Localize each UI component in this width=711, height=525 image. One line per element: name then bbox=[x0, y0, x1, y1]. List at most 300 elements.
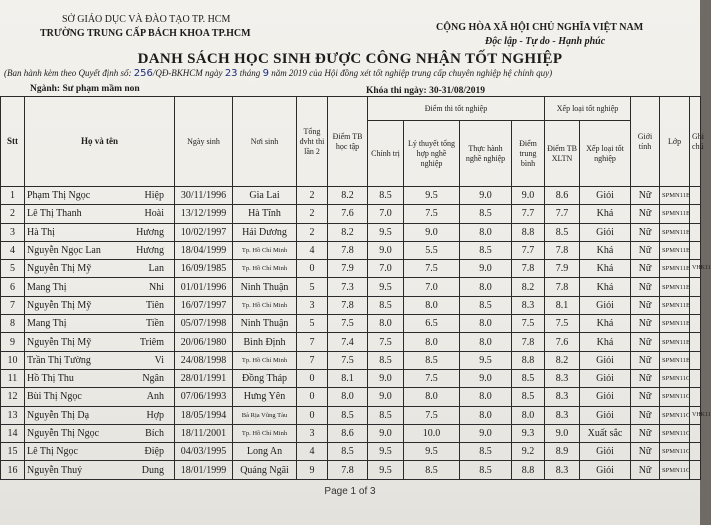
last-name: Hợp bbox=[146, 409, 164, 421]
cell-gender: Nữ bbox=[631, 205, 660, 223]
last-name: Dung bbox=[141, 464, 164, 476]
first-name: Nguyễn Thị Ngọc bbox=[27, 428, 100, 439]
first-name: Lê Thị Thanh bbox=[27, 208, 82, 220]
cell-rank: Giỏi bbox=[580, 187, 631, 205]
cell-avg: 7.8 bbox=[328, 241, 368, 259]
department-name: SỞ GIÁO DỤC VÀ ĐÀO TẠO TP. HCM bbox=[62, 14, 231, 25]
cell-exam-avg: 8.5 bbox=[512, 388, 545, 406]
table-row bbox=[1, 388, 701, 406]
cell-rank: Xuất sắc bbox=[580, 424, 631, 442]
cell-gender: Nữ bbox=[631, 351, 660, 369]
first-name: Mang Thị bbox=[27, 281, 67, 293]
cell-dob: 10/02/1997 bbox=[175, 223, 233, 241]
cell-stt: 14 bbox=[1, 424, 25, 442]
cell-gender: Nữ bbox=[631, 241, 660, 259]
cell-dob: 13/12/1999 bbox=[175, 205, 233, 223]
cell-dvht: 3 bbox=[297, 296, 328, 314]
cell-rank: Khá bbox=[580, 278, 631, 296]
cell-avg: 7.8 bbox=[328, 296, 368, 314]
first-name: Trần Thị Tường bbox=[27, 354, 91, 366]
first-name: Mang Thị bbox=[27, 318, 67, 330]
cell-exam-avg: 9.3 bbox=[512, 424, 545, 442]
last-name: Lan bbox=[148, 263, 164, 275]
cell-name bbox=[25, 333, 175, 351]
cell-pob: Ninh Thuận bbox=[233, 278, 297, 296]
cell-practice: 8.5 bbox=[460, 443, 512, 461]
cell-rank: Khá bbox=[580, 205, 631, 223]
first-name: Hà Thị bbox=[27, 226, 55, 238]
cell-xltn: 7.8 bbox=[545, 278, 580, 296]
cell-note bbox=[690, 369, 701, 387]
major-label: Ngành: Sư phạm mầm non bbox=[30, 84, 140, 94]
cell-class: SPMN11C bbox=[660, 443, 690, 461]
last-name: Hoài bbox=[144, 208, 164, 220]
cell-name bbox=[25, 369, 175, 387]
cell-xltn: 9.0 bbox=[545, 424, 580, 442]
cell-theory: 8.5 bbox=[404, 461, 460, 479]
cell-dob: 24/08/1998 bbox=[175, 351, 233, 369]
cell-gender: Nữ bbox=[631, 333, 660, 351]
cell-rank: Giỏi bbox=[580, 223, 631, 241]
cell-avg: 8.5 bbox=[328, 406, 368, 424]
cell-stt: 9 bbox=[1, 333, 25, 351]
cell-avg: 7.5 bbox=[328, 351, 368, 369]
cell-exam-avg: 7.7 bbox=[512, 241, 545, 259]
cell-dob: 04/03/1995 bbox=[175, 443, 233, 461]
cell-practice: 8.0 bbox=[460, 388, 512, 406]
first-name: Phạm Thị Ngọc bbox=[27, 190, 91, 202]
cell-stt: 6 bbox=[1, 278, 25, 296]
cell-note bbox=[690, 223, 701, 241]
subtitle-part3: tháng bbox=[239, 68, 261, 78]
cell-name bbox=[25, 205, 175, 223]
cell-dvht: 2 bbox=[297, 223, 328, 241]
cell-xltn: 8.9 bbox=[545, 443, 580, 461]
cell-name bbox=[25, 260, 175, 278]
cell-exam-avg: 8.8 bbox=[512, 223, 545, 241]
table-row bbox=[1, 241, 701, 259]
cell-dob: 18/11/2001 bbox=[175, 424, 233, 442]
col-stt: Stt bbox=[1, 97, 25, 187]
cell-note bbox=[690, 424, 701, 442]
cell-dvht: 0 bbox=[297, 260, 328, 278]
cell-class: SPMN11C bbox=[660, 388, 690, 406]
cell-class: SPMN11B bbox=[660, 260, 690, 278]
cell-note bbox=[690, 241, 701, 259]
cell-rank: Giỏi bbox=[580, 443, 631, 461]
cell-note bbox=[690, 296, 701, 314]
cell-xltn: 8.3 bbox=[545, 406, 580, 424]
cell-practice: 8.0 bbox=[460, 223, 512, 241]
cell-stt: 12 bbox=[1, 388, 25, 406]
cell-dob: 05/07/1998 bbox=[175, 315, 233, 333]
cell-pob: Hải Dương bbox=[233, 223, 297, 241]
cell-note bbox=[690, 351, 701, 369]
cell-note: VHK11 bbox=[690, 406, 701, 424]
cell-theory: 7.5 bbox=[404, 260, 460, 278]
last-name: Tiền bbox=[146, 318, 164, 330]
cell-pob: Bình Định bbox=[233, 333, 297, 351]
cell-theory: 9.5 bbox=[404, 443, 460, 461]
cell-stt: 1 bbox=[1, 187, 25, 205]
cell-avg: 8.6 bbox=[328, 424, 368, 442]
cell-pob: Đồng Tháp bbox=[233, 369, 297, 387]
cell-xltn: 8.1 bbox=[545, 296, 580, 314]
cell-rank: Giỏi bbox=[580, 388, 631, 406]
cell-exam-avg: 7.7 bbox=[512, 205, 545, 223]
cell-gender: Nữ bbox=[631, 369, 660, 387]
first-name: Lê Thị Ngọc bbox=[27, 446, 78, 458]
cell-pob: Tp. Hồ Chí Minh bbox=[233, 260, 297, 278]
cell-class: SPMN11B bbox=[660, 333, 690, 351]
cell-politics: 8.5 bbox=[368, 351, 404, 369]
first-name: Nguyễn Ngọc Lan bbox=[27, 245, 101, 257]
cell-politics: 8.5 bbox=[368, 406, 404, 424]
cell-rank: Giỏi bbox=[580, 461, 631, 479]
cell-gender: Nữ bbox=[631, 388, 660, 406]
table-row bbox=[1, 223, 701, 241]
cell-avg: 7.3 bbox=[328, 278, 368, 296]
cell-dob: 01/01/1996 bbox=[175, 278, 233, 296]
table-row bbox=[1, 205, 701, 223]
decision-number: 256 bbox=[133, 68, 153, 79]
cell-practice: 8.0 bbox=[460, 406, 512, 424]
cell-rank: Giỏi bbox=[580, 406, 631, 424]
cell-theory: 6.5 bbox=[404, 315, 460, 333]
cell-note bbox=[690, 205, 701, 223]
cell-class: SPMN11C bbox=[660, 461, 690, 479]
last-name: Hiệp bbox=[144, 190, 164, 202]
cell-stt: 4 bbox=[1, 241, 25, 259]
subtitle-part1: (Ban hành kèm theo Quyết định số: bbox=[4, 68, 132, 78]
cell-exam-avg: 8.5 bbox=[512, 369, 545, 387]
cell-exam-avg: 7.8 bbox=[512, 333, 545, 351]
cell-avg: 8.5 bbox=[328, 443, 368, 461]
last-name: Anh bbox=[146, 391, 164, 403]
page-number: Page 1 of 3 bbox=[324, 486, 376, 497]
cell-dob: 16/07/1997 bbox=[175, 296, 233, 314]
cell-dob: 30/11/1996 bbox=[175, 187, 233, 205]
cell-name bbox=[25, 424, 175, 442]
country-motto: Độc lập - Tự do - Hạnh phúc bbox=[485, 36, 606, 47]
cell-gender: Nữ bbox=[631, 424, 660, 442]
last-name: Hương bbox=[136, 245, 164, 257]
cell-stt: 7 bbox=[1, 296, 25, 314]
last-name: Tiên bbox=[146, 299, 164, 311]
cell-theory: 10.0 bbox=[404, 424, 460, 442]
cell-xltn: 8.3 bbox=[545, 369, 580, 387]
cell-politics: 9.0 bbox=[368, 241, 404, 259]
col-practice: Thực hành nghề nghiệp bbox=[460, 121, 512, 187]
cell-stt: 15 bbox=[1, 443, 25, 461]
cell-avg: 7.5 bbox=[328, 315, 368, 333]
cell-pob: Tp. Hồ Chí Minh bbox=[233, 241, 297, 259]
document-title: DANH SÁCH HỌC SINH ĐƯỢC CÔNG NHẬN TỐT NGHIỆP bbox=[137, 51, 563, 67]
subtitle-part2: /QĐ-BKHCM ngày bbox=[152, 68, 223, 78]
cell-dob: 18/04/1999 bbox=[175, 241, 233, 259]
cell-dob: 18/01/1999 bbox=[175, 461, 233, 479]
subtitle-part4: năm 2019 của Hội đồng xét tốt nghiệp trung cấp chuyên nghiệp hệ chính quy) bbox=[271, 68, 553, 78]
cell-gender: Nữ bbox=[631, 406, 660, 424]
first-name: Nguyễn Thị Mỹ bbox=[27, 263, 92, 275]
cell-xltn: 8.5 bbox=[545, 223, 580, 241]
col-exam-group: Điểm thi tốt nghiệp bbox=[368, 97, 545, 121]
cell-name bbox=[25, 187, 175, 205]
cell-dob: 16/09/1985 bbox=[175, 260, 233, 278]
cell-gender: Nữ bbox=[631, 315, 660, 333]
cell-stt: 2 bbox=[1, 205, 25, 223]
cell-theory: 7.5 bbox=[404, 369, 460, 387]
cell-avg: 7.4 bbox=[328, 333, 368, 351]
cell-class: SPMN11B bbox=[660, 315, 690, 333]
cell-theory: 9.0 bbox=[404, 223, 460, 241]
cell-xltn: 8.2 bbox=[545, 351, 580, 369]
cell-dvht: 4 bbox=[297, 241, 328, 259]
cell-avg: 8.1 bbox=[328, 369, 368, 387]
cell-avg: 8.2 bbox=[328, 223, 368, 241]
first-name: Bùi Thị Ngọc bbox=[27, 391, 82, 403]
cell-dvht: 5 bbox=[297, 278, 328, 296]
cell-dvht: 2 bbox=[297, 187, 328, 205]
table-row bbox=[1, 443, 701, 461]
cell-theory: 8.0 bbox=[404, 333, 460, 351]
cell-name bbox=[25, 461, 175, 479]
cell-theory: 9.5 bbox=[404, 187, 460, 205]
cell-dvht: 2 bbox=[297, 205, 328, 223]
cell-pob: Quảng Ngãi bbox=[233, 461, 297, 479]
col-avg: Điểm TB học tập bbox=[328, 97, 368, 187]
table-row bbox=[1, 296, 701, 314]
cell-politics: 9.5 bbox=[368, 461, 404, 479]
cell-name bbox=[25, 443, 175, 461]
cell-exam-avg: 8.2 bbox=[512, 278, 545, 296]
cell-stt: 16 bbox=[1, 461, 25, 479]
last-name: Bích bbox=[145, 428, 164, 439]
school-name: TRƯỜNG TRUNG CẤP BÁCH KHOA TP.HCM bbox=[40, 28, 251, 39]
cell-politics: 9.5 bbox=[368, 278, 404, 296]
cell-exam-avg: 9.0 bbox=[512, 187, 545, 205]
cell-dvht: 7 bbox=[297, 333, 328, 351]
cell-politics: 9.0 bbox=[368, 369, 404, 387]
cell-gender: Nữ bbox=[631, 443, 660, 461]
cell-gender: Nữ bbox=[631, 223, 660, 241]
cell-xltn: 7.8 bbox=[545, 241, 580, 259]
cell-gender: Nữ bbox=[631, 187, 660, 205]
first-name: Hồ Thị Thu bbox=[27, 373, 74, 385]
graduates-table bbox=[0, 96, 711, 480]
decision-day: 23 bbox=[224, 68, 238, 79]
cell-avg: 7.9 bbox=[328, 260, 368, 278]
col-exam-avg: Điểm trung bình bbox=[512, 121, 545, 187]
cell-practice: 8.0 bbox=[460, 333, 512, 351]
table-body bbox=[1, 187, 711, 480]
cell-xltn: 7.7 bbox=[545, 205, 580, 223]
cell-note bbox=[690, 187, 701, 205]
cell-pob: Long An bbox=[233, 443, 297, 461]
table-row bbox=[1, 333, 701, 351]
cell-xltn: 8.3 bbox=[545, 388, 580, 406]
col-gender: Giới tính bbox=[631, 97, 660, 187]
cell-note bbox=[690, 278, 701, 296]
cell-practice: 8.5 bbox=[460, 296, 512, 314]
last-name: Triêm bbox=[139, 336, 164, 348]
col-name: Họ và tên bbox=[25, 97, 175, 187]
col-theory: Lý thuyết tổng hợp nghề nghiệp bbox=[404, 121, 460, 187]
cell-exam-avg: 8.8 bbox=[512, 461, 545, 479]
table-row bbox=[1, 315, 701, 333]
cell-name bbox=[25, 296, 175, 314]
cell-name bbox=[25, 351, 175, 369]
table-row bbox=[1, 406, 701, 424]
cell-class: SPMN11B bbox=[660, 278, 690, 296]
cell-name bbox=[25, 388, 175, 406]
cell-practice: 9.0 bbox=[460, 187, 512, 205]
cell-note bbox=[690, 315, 701, 333]
cell-class: SPMN11B bbox=[660, 296, 690, 314]
cell-practice: 8.0 bbox=[460, 278, 512, 296]
cell-note bbox=[690, 461, 701, 479]
last-name: Hương bbox=[136, 226, 164, 238]
cell-theory: 5.5 bbox=[404, 241, 460, 259]
cell-class: SPMN11B bbox=[660, 187, 690, 205]
cell-gender: Nữ bbox=[631, 260, 660, 278]
cell-stt: 10 bbox=[1, 351, 25, 369]
cell-theory: 7.5 bbox=[404, 205, 460, 223]
table-row bbox=[1, 461, 701, 479]
cell-practice: 8.5 bbox=[460, 205, 512, 223]
cell-politics: 8.5 bbox=[368, 187, 404, 205]
cell-dob: 18/05/1994 bbox=[175, 406, 233, 424]
cell-gender: Nữ bbox=[631, 296, 660, 314]
first-name: Nguyễn Thị Dạ bbox=[27, 409, 90, 421]
cell-class: SPMN11C bbox=[660, 424, 690, 442]
col-class: Lớp bbox=[660, 97, 690, 187]
col-dob: Ngày sinh bbox=[175, 97, 233, 187]
cell-name bbox=[25, 241, 175, 259]
cell-pob: Bà Rịa Vũng Tàu bbox=[233, 406, 297, 424]
col-rank-group: Xếp loại tốt nghiệp bbox=[545, 97, 631, 121]
cell-xltn: 7.9 bbox=[545, 260, 580, 278]
cell-practice: 8.5 bbox=[460, 241, 512, 259]
cell-pob: Hưng Yên bbox=[233, 388, 297, 406]
cell-pob: Hà Tĩnh bbox=[233, 205, 297, 223]
cell-practice: 9.0 bbox=[460, 369, 512, 387]
exam-date-label: Khóa thi ngày: 30-31/08/2019 bbox=[366, 86, 486, 96]
last-name: Nhi bbox=[149, 281, 164, 293]
cell-class: SPMN11B bbox=[660, 351, 690, 369]
cell-class: SPMN11C bbox=[660, 406, 690, 424]
cell-class: SPMN11C bbox=[660, 369, 690, 387]
cell-gender: Nữ bbox=[631, 461, 660, 479]
cell-note bbox=[690, 443, 701, 461]
cell-exam-avg: 8.3 bbox=[512, 296, 545, 314]
cell-pob: Ninh Thuận bbox=[233, 315, 297, 333]
cell-xltn: 8.3 bbox=[545, 461, 580, 479]
cell-pob: Tp. Hồ Chí Minh bbox=[233, 351, 297, 369]
cell-theory: 8.0 bbox=[404, 296, 460, 314]
col-note: Ghi chú bbox=[690, 97, 701, 187]
cell-pob: Gia Lai bbox=[233, 187, 297, 205]
cell-rank: Giỏi bbox=[580, 351, 631, 369]
cell-dvht: 9 bbox=[297, 461, 328, 479]
cell-dvht: 4 bbox=[297, 443, 328, 461]
cell-note bbox=[690, 333, 701, 351]
cell-dob: 07/06/1993 bbox=[175, 388, 233, 406]
cell-name bbox=[25, 223, 175, 241]
cell-theory: 8.0 bbox=[404, 388, 460, 406]
cell-avg: 7.6 bbox=[328, 205, 368, 223]
cell-pob: Tp. Hồ Chí Minh bbox=[233, 296, 297, 314]
cell-gender: Nữ bbox=[631, 278, 660, 296]
cell-dvht: 0 bbox=[297, 369, 328, 387]
cell-exam-avg: 7.8 bbox=[512, 260, 545, 278]
cell-stt: 5 bbox=[1, 260, 25, 278]
last-name: Vi bbox=[154, 354, 164, 366]
table-row bbox=[1, 278, 701, 296]
cell-stt: 3 bbox=[1, 223, 25, 241]
cell-stt: 8 bbox=[1, 315, 25, 333]
cell-stt: 13 bbox=[1, 406, 25, 424]
cell-rank: Khá bbox=[580, 241, 631, 259]
cell-dob: 28/01/1991 bbox=[175, 369, 233, 387]
cell-exam-avg: 9.2 bbox=[512, 443, 545, 461]
cell-pob: Tp. Hồ Chí Minh bbox=[233, 424, 297, 442]
cell-dvht: 3 bbox=[297, 424, 328, 442]
cell-politics: 9.5 bbox=[368, 223, 404, 241]
cell-exam-avg: 8.8 bbox=[512, 351, 545, 369]
last-name: Điệp bbox=[144, 446, 164, 458]
last-name: Ngân bbox=[142, 373, 164, 385]
cell-rank: Khá bbox=[580, 260, 631, 278]
decision-subtitle bbox=[4, 68, 552, 79]
cell-dob: 20/06/1980 bbox=[175, 333, 233, 351]
country-name: CỘNG HÒA XÃ HỘI CHỦ NGHĨA VIỆT NAM bbox=[436, 22, 644, 33]
cell-dvht: 0 bbox=[297, 406, 328, 424]
cell-practice: 9.0 bbox=[460, 424, 512, 442]
first-name: Nguyễn Thị Mỹ bbox=[27, 299, 92, 311]
cell-practice: 9.5 bbox=[460, 351, 512, 369]
cell-politics: 9.5 bbox=[368, 443, 404, 461]
table-row bbox=[1, 187, 701, 205]
cell-xltn: 8.6 bbox=[545, 187, 580, 205]
cell-practice: 9.0 bbox=[460, 260, 512, 278]
cell-theory: 7.0 bbox=[404, 278, 460, 296]
cell-politics: 7.5 bbox=[368, 333, 404, 351]
cell-class: SPMN11B bbox=[660, 205, 690, 223]
cell-politics: 7.0 bbox=[368, 260, 404, 278]
col-xltn: Điểm TB XLTN bbox=[545, 121, 580, 187]
cell-rank: Giỏi bbox=[580, 296, 631, 314]
cell-class: SPMN11B bbox=[660, 223, 690, 241]
cell-note bbox=[690, 388, 701, 406]
cell-politics: 9.0 bbox=[368, 388, 404, 406]
cell-practice: 8.0 bbox=[460, 315, 512, 333]
cell-exam-avg: 8.0 bbox=[512, 406, 545, 424]
cell-theory: 7.5 bbox=[404, 406, 460, 424]
col-dvht: Tổng đvht thi lần 2 bbox=[297, 97, 328, 187]
cell-exam-avg: 7.5 bbox=[512, 315, 545, 333]
col-rank: Xếp loại tốt nghiệp bbox=[580, 121, 631, 187]
cell-name bbox=[25, 278, 175, 296]
table-row bbox=[1, 424, 701, 442]
cell-dvht: 5 bbox=[297, 315, 328, 333]
cell-theory: 8.5 bbox=[404, 351, 460, 369]
cell-politics: 8.5 bbox=[368, 296, 404, 314]
table-row bbox=[1, 351, 701, 369]
cell-politics: 9.0 bbox=[368, 424, 404, 442]
cell-avg: 8.2 bbox=[328, 187, 368, 205]
cell-dvht: 0 bbox=[297, 388, 328, 406]
